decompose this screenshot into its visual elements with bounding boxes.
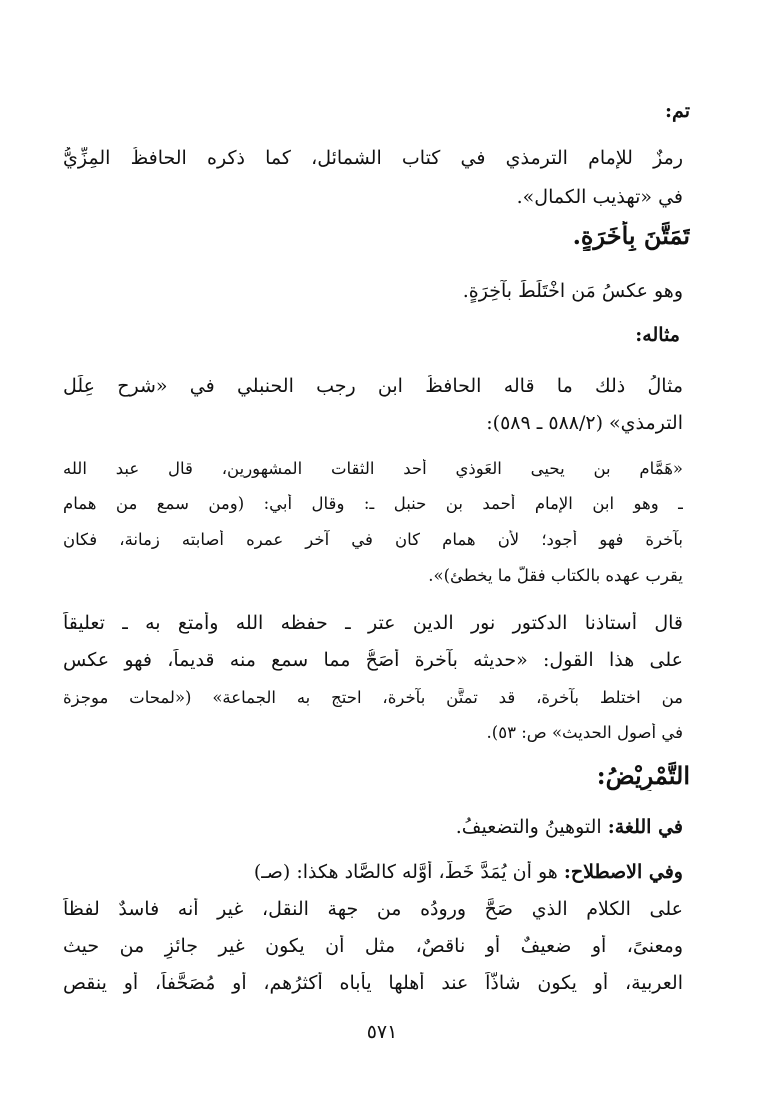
lang-label: في اللغة: (607, 816, 683, 838)
quote-line: «هَمَّام بن يحيى العَوذي أحد الثقات المشهورين، قال عبد الله (63, 459, 683, 478)
text-line: من اختلط بآخرة، قد تمتَّن بآخرة، احتج به الجماعة» («لمحات موجزة (63, 688, 683, 707)
lang-text: التوهينُ والتضعيفُ. (455, 816, 608, 838)
page-number: ٥٧١ (366, 1021, 398, 1043)
quote-line: ـ وهو ابن الإمام أحمد بن حنبل ـ: وقال أبي: (ومن سمع من همام (63, 494, 683, 513)
text-line: العربية، أو يكون شاذّاً عند أهلها يأباه أكثرُهم، أو مُصَحَّفاً، أو ينقص (63, 972, 683, 994)
text-line: على هذا القول: «حديثه بآخرة أصَحُّ مما سمع منه قديماً، فهو عكس (63, 649, 683, 671)
text-line: مثالُ ذلك ما قاله الحافظُ ابن رجب الحنبلي في «شرح عِلَل (63, 375, 683, 397)
definition-line (63, 861, 683, 885)
text-line: رمزٌ للإمام الترمذي في كتاب الشمائل، كما ذكره الحافظُ المِزِّيُّ (63, 147, 683, 169)
text-line: في «تهذيب الكمال». (516, 186, 683, 208)
example-label: مثاله: (635, 324, 680, 346)
entry-heading: التَّمْرِيْضُ: (596, 761, 690, 790)
definition-line (63, 816, 683, 840)
entry-label: تم: (665, 100, 690, 122)
term-text: هو أن يُمَدَّ خَطٌّ، أوَّله كالصَّاد هكذا: (صـ) (253, 861, 564, 883)
quote-line: يقرب عهده بالكتاب فقلَّ ما يخطئ)». (428, 566, 683, 585)
text-line: الترمذي» (٥٨٨/٢ ـ ٥٨٩): (486, 412, 683, 434)
text-line: قال أستاذنا الدكتور نور الدين عتر ـ حفظه الله وأمتع به ـ تعليقاً (63, 612, 683, 634)
text-line: على الكلام الذي صَحَّ ورودُه من جهة النقل، غير أنه فاسدٌ لفظاً (63, 898, 683, 920)
term-label: وفي الاصطلاح: (563, 861, 683, 883)
text-line: في أصول الحديث» ص: ٥٣). (486, 723, 683, 742)
text-line: ومعنىً، أو ضعيفٌ أو ناقصٌ، مثل أن يكون غير جائزٍ من حيث (63, 935, 683, 957)
definition-line: وهو عكسُ مَن اخْتَلَطَ بآخِرَةٍ. (462, 280, 683, 302)
quote-line: بآخرة فهو أجود؛ لأن همام كان في آخر عمره أصابته زمانة، فكان (63, 530, 683, 549)
entry-heading: تَمَتَّنَ بِأَخَرَةٍ. (572, 221, 690, 250)
